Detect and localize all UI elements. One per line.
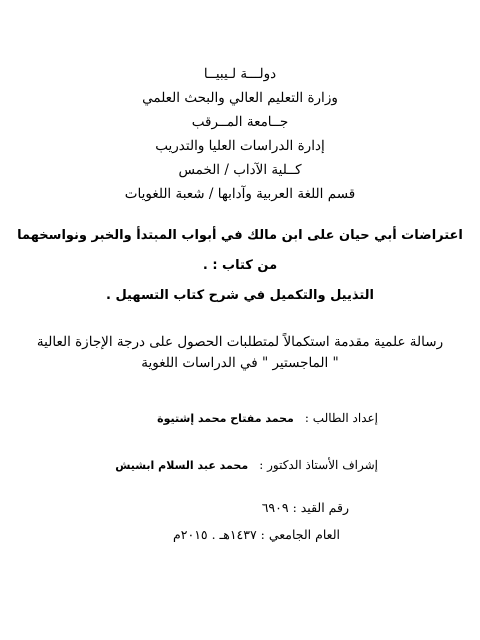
registration-label: رقم القيد : bbox=[292, 500, 349, 515]
supervisor-label: إشراف الأستاذ الدكتور : bbox=[259, 458, 378, 472]
thesis-title-line-3: التذييل والتكميل في شرح كتاب التسهيل . bbox=[105, 288, 375, 303]
department-name: قسم اللغة العربية وآدابها / شعبة اللغويات bbox=[124, 186, 356, 202]
student-field bbox=[0, 407, 480, 426]
academic-year-label: العام الجامعي : bbox=[260, 527, 340, 542]
registration-value: ٦٩٠٩ bbox=[261, 500, 289, 515]
thesis-purpose-line-1: رسالة علمية مقدمة استكمالاً لمتطلبات الحصول على درجة الإجازة العالية bbox=[36, 334, 444, 350]
graduate-studies-admin: إدارة الدراسات العليا والتدريب bbox=[155, 138, 325, 154]
thesis-title-line-2: من كتاب : . bbox=[202, 258, 278, 273]
registration-field bbox=[0, 500, 480, 515]
thesis-purpose-line-2: " الماجستير " في الدراسات اللغوية bbox=[141, 355, 339, 371]
academic-year-value: ١٤٣٧هـ . ٢٠١٥م bbox=[173, 527, 257, 542]
state-name: دولـــة لـيبيــا bbox=[203, 66, 277, 82]
ministry-name: وزارة التعليم العالي والبحث العلمي bbox=[142, 90, 338, 106]
faculty-name: كــلية الآداب / الخمس bbox=[178, 162, 302, 178]
university-name: جــامعة المــرقب bbox=[191, 114, 289, 130]
supervisor-name: محمد عبد السلام ابشيش bbox=[115, 459, 249, 472]
student-label: إعداد الطالب : bbox=[304, 411, 378, 425]
thesis-title-line-1: اعتراضات أبي حيان على ابن مالك في أبواب المبتدأ والخبر ونواسخهما bbox=[17, 228, 463, 243]
student-name: محمد مفتاح محمد إشتيوة bbox=[157, 412, 294, 425]
academic-year-field bbox=[0, 527, 480, 542]
supervisor-field bbox=[0, 454, 480, 473]
